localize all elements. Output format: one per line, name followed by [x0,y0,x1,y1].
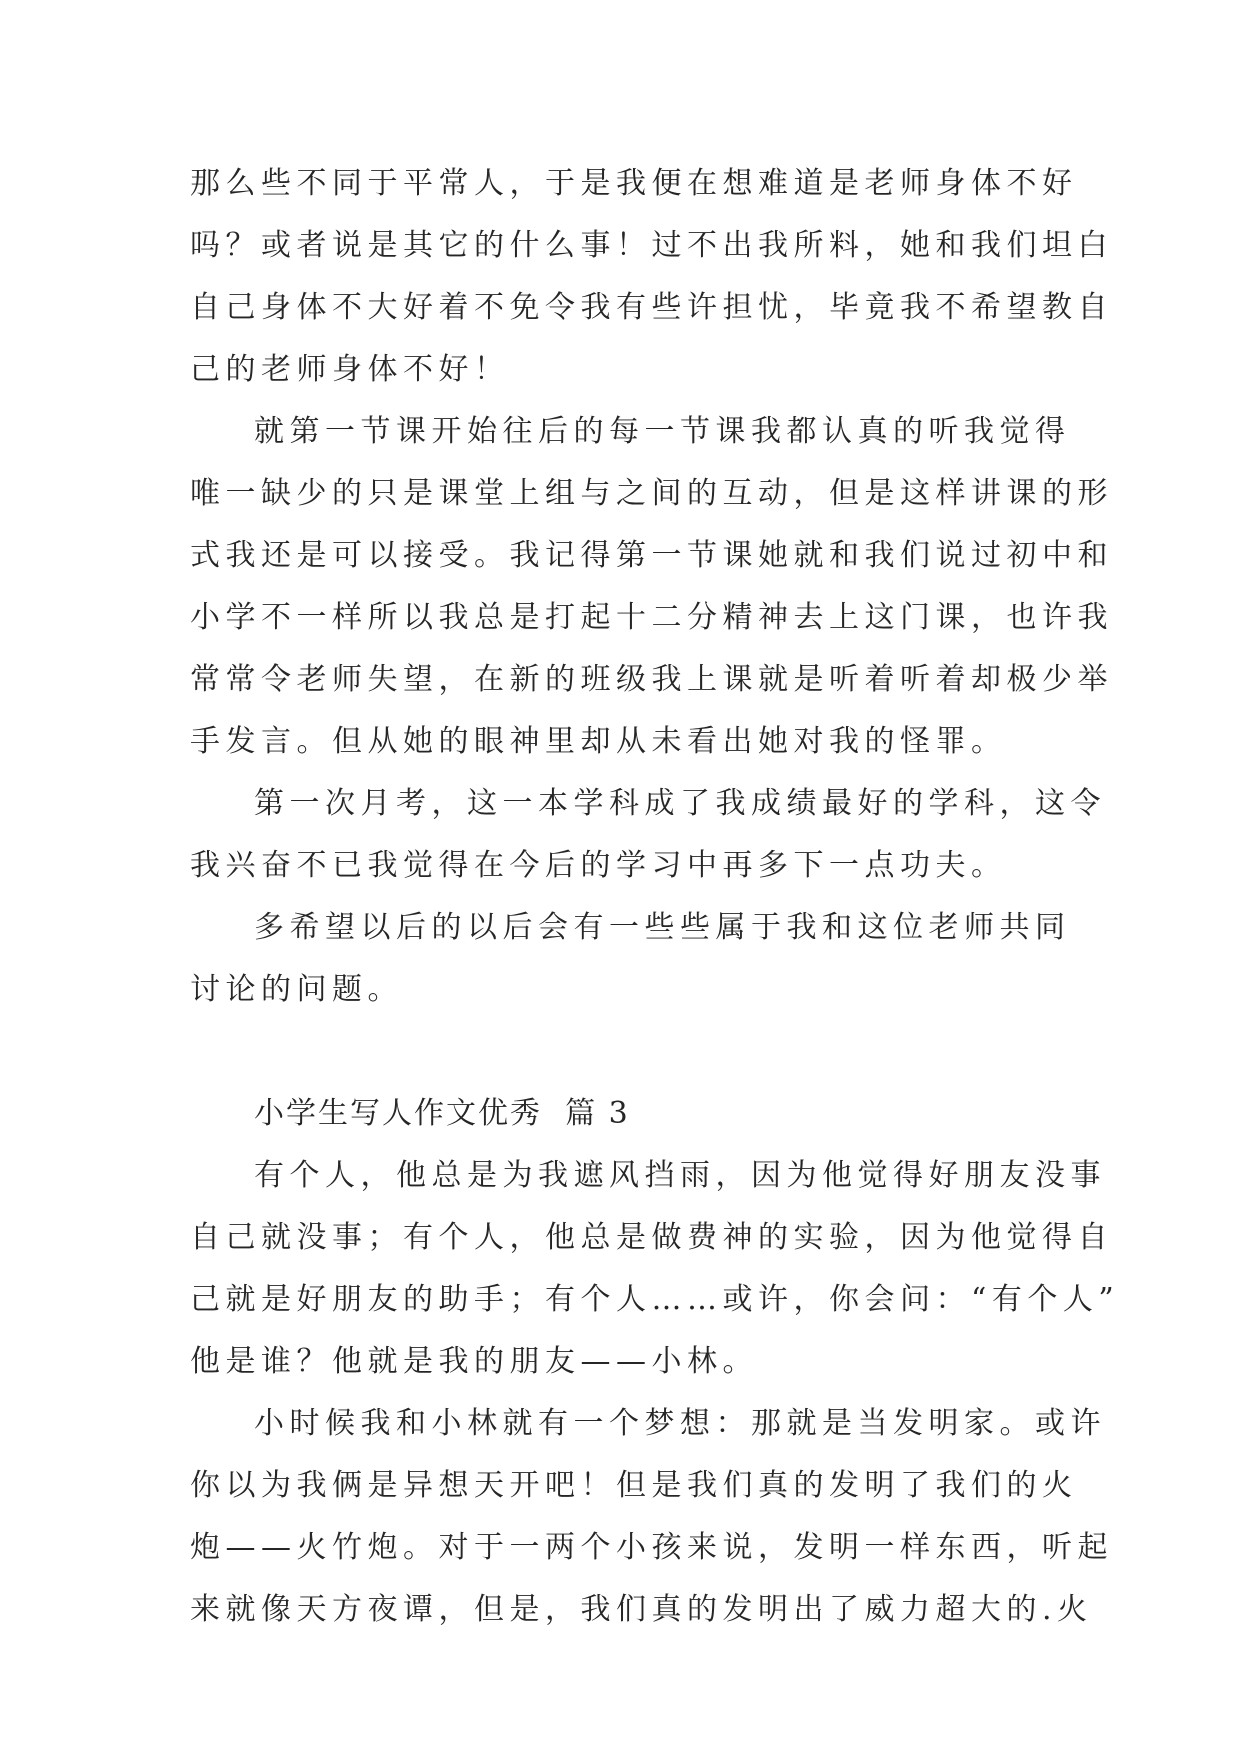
paragraph-2-line-1: 就第一节课开始往后的每一节课我都认真的听我觉得 [254,414,1071,449]
paragraph-4-line-2: 讨论的问题。 [190,972,403,1007]
paragraph-5-line-3: 己就是好朋友的助手；有个人……或许，你会问：“有个人” [190,1282,1120,1317]
paragraph-2-line-6: 手发言。但从她的眼神里却从未看出她对我的怪罪。 [190,724,1007,759]
paragraph-6-line-2: 你以为我俩是异想天开吧！但是我们真的发明了我们的火 [190,1468,1078,1503]
paragraph-3-line-2: 我兴奋不已我觉得在今后的学习中再多下一点功夫。 [190,848,1007,883]
paragraph-2-line-5: 常常令老师失望，在新的班级我上课就是听着听着却极少举 [190,662,1113,697]
paragraph-1-line-1: 那么些不同于平常人，于是我便在想难道是老师身体不好 [190,166,1078,201]
paragraph-1-line-2: 吗？或者说是其它的什么事！过不出我所料，她和我们坦白 [190,228,1113,263]
paragraph-5-line-1: 有个人，他总是为我遮风挡雨，因为他觉得好朋友没事 [254,1158,1106,1193]
paragraph-2-line-4: 小学不一样所以我总是打起十二分精神去上这门课，也许我 [190,600,1113,635]
paragraph-5-line-4: 他是谁？他就是我的朋友——小林。 [190,1344,758,1379]
paragraph-6-line-4: 来就像天方夜谭，但是，我们真的发明出了威力超大的.火 [190,1592,1093,1627]
paragraph-1-line-4: 己的老师身体不好！ [190,352,510,387]
paragraph-6-line-1: 小时候我和小林就有一个梦想：那就是当发明家。或许 [254,1406,1106,1441]
paragraph-6-line-3: 炮——火竹炮。对于一两个小孩来说，发明一样东西，听起 [190,1530,1113,1565]
paragraph-5-line-2: 自己就没事；有个人，他总是做费神的实验，因为他觉得自 [190,1220,1113,1255]
paragraph-4-line-1: 多希望以后的以后会有一些些属于我和这位老师共同 [254,910,1071,945]
paragraph-2-line-2: 唯一缺少的只是课堂上组与之间的互动，但是这样讲课的形 [190,476,1113,511]
paragraph-2-line-3: 式我还是可以接受。我记得第一节课她就和我们说过初中和 [190,538,1113,573]
section-heading: 小学生写人作文优秀 篇 3 [254,1096,630,1131]
paragraph-3-line-1: 第一次月考，这一本学科成了我成绩最好的学科，这令 [254,786,1106,821]
paragraph-1-line-3: 自己身体不大好着不免令我有些许担忧，毕竟我不希望教自 [190,290,1113,325]
